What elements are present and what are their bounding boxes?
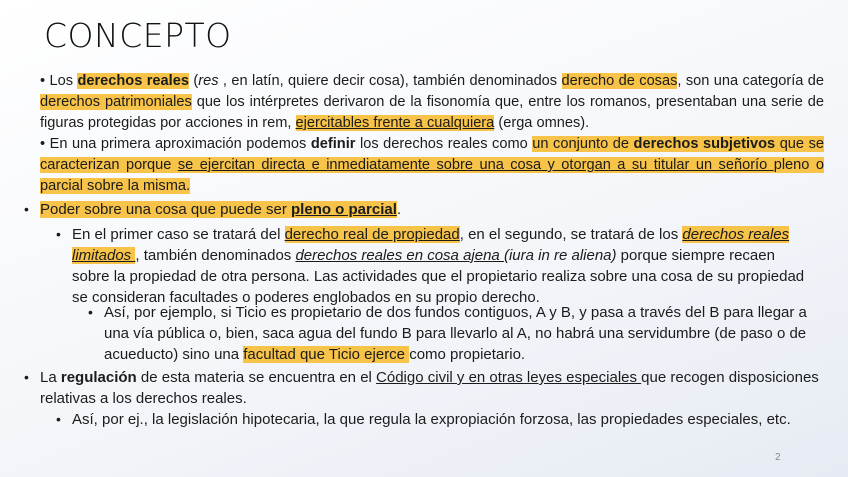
paragraph-derechos-reales <box>40 71 824 134</box>
text: porque siempre recaen sobre la propiedad de otra persona. Las actividades que el propietario realiza sobre una cosa de su propiedad se consideran facultades o poderes englobados en su propio derecho. <box>72 247 805 306</box>
text-codigo-civil: Código civil y en otras leyes especiales <box>376 369 642 386</box>
highlight-derechos-patrimoniales: derechos patrimoniales <box>40 94 192 110</box>
text-cosa-ajena: derechos reales en cosa ajena <box>295 247 504 264</box>
paragraph-primer-caso <box>72 224 812 308</box>
text: , en el segundo, se tratará de los <box>459 226 683 243</box>
text: La <box>40 369 61 386</box>
highlight-pleno-parcial-misma: pleno o parcial sobre la misma. <box>40 157 824 194</box>
paragraph-legislacion <box>72 409 812 430</box>
paragraph-definicion <box>40 134 824 197</box>
highlight-derecho-de-cosas: derecho de cosas <box>561 73 678 89</box>
text: de esta materia se encuentra en el <box>136 369 377 386</box>
paragraph-ejemplo-ticio <box>104 302 816 365</box>
text: los derechos reales como <box>355 136 533 152</box>
highlight-facultad-ticio: facultad que Ticio ejerce <box>243 346 410 363</box>
text: . <box>396 201 402 218</box>
text: Los <box>49 73 78 89</box>
bullet-inline: • <box>40 73 46 89</box>
bullet: • <box>56 411 61 427</box>
text: que recogen disposiciones relativas a los derechos reales. <box>40 369 819 407</box>
bullet: • <box>24 369 29 385</box>
text: , son una categoría de <box>677 73 824 89</box>
text: ( <box>188 73 199 89</box>
text: (erga omnes). <box>494 115 590 131</box>
highlight-ejercitables: ejercitables frente a cualquiera <box>295 115 495 131</box>
text: como propietario. <box>409 346 526 363</box>
highlight-poder-sobre-cosa: Poder sobre una cosa que puede ser <box>40 201 292 218</box>
text: En el primer caso se tratará del <box>72 226 285 243</box>
text: , en latín, quiere decir cosa), también denominados <box>218 73 562 89</box>
text-regulacion: regulación <box>60 369 137 386</box>
text: Así, por ejemplo, si Ticio es propietario de dos fundos contiguos, A y B, y pasa a través del B para llegar a una vía pública o, bien, saca agua del fundo B para llevarlo al A, no habrá una servidumbre (de paso o de acueducto) sino una <box>104 304 807 363</box>
highlight-derecho-real-propiedad: derecho real de propiedad <box>284 226 460 243</box>
text: , también denominados <box>135 247 296 264</box>
text-iura-in-re-aliena: (iura in re aliena) <box>503 247 617 264</box>
bullet: • <box>56 226 61 242</box>
text: que los intérpretes derivaron de la fisonomía que, entre los romanos, presentaban una serie de figuras protegidas por acciones in rem, <box>40 94 824 131</box>
highlight-conjunto: un conjunto de <box>532 136 634 152</box>
highlight-derechos-reales: derechos reales <box>77 73 189 89</box>
text: En una primera aproximación podemos <box>49 136 311 152</box>
bullet: • <box>24 201 29 217</box>
text-res: res <box>198 73 219 89</box>
highlight-derechos-reales-limitados: derechos reales limitados <box>72 226 790 264</box>
slide-title: CONCEPTO <box>44 16 232 55</box>
highlight-derechos-subjetivos: derechos subjetivos <box>633 136 776 152</box>
highlight-ejercitan-directa: se ejercitan directa e inmediatamente sobre una cosa y otorgan a su titular un señorío <box>177 157 774 173</box>
text-definir: definir <box>310 136 356 152</box>
bullet: • <box>88 304 93 320</box>
paragraph-poder <box>40 199 824 220</box>
highlight-caracterizan: que se caracterizan porque <box>40 136 824 173</box>
highlight-pleno-o-parcial: pleno o parcial <box>291 201 397 218</box>
page-number: 2 <box>775 452 781 463</box>
bullet-inline: • <box>40 136 46 152</box>
text: Así, por ej., la legislación hipotecaria, la que regula la expropiación forzosa, las propiedades especiales, etc. <box>72 411 791 428</box>
paragraph-regulacion <box>40 367 824 409</box>
